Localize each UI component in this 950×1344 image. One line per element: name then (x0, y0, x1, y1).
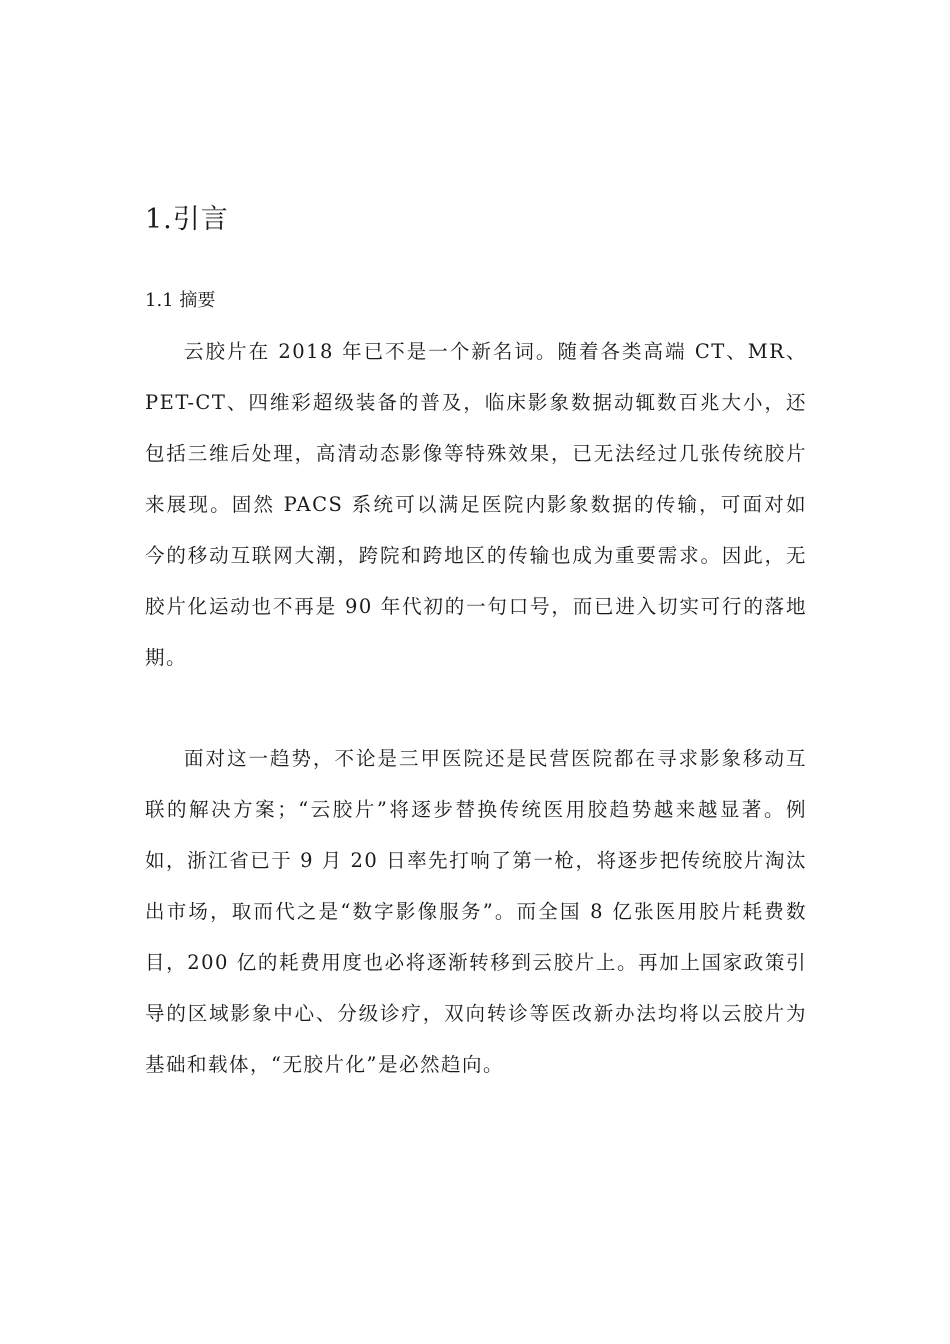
subsection-heading: 1.1 摘要 (145, 290, 216, 311)
document-body (145, 198, 807, 1090)
section-heading: 1.引言 (145, 204, 229, 235)
abstract-paragraph-1: 云胶片在 2018 年已不是一个新名词。随着各类高端 CT、MR、PET-CT、四维彩超级装备的普及，临床影象数据动辄数百兆大小，还包括三维后处理，高清动态影像等特殊效果，已无法经过几张传统胶片来展现。固然 PACS 系统可以满足医院内影象数据的传输，可面对如今的移动互联网大潮，跨院和跨地区的传输也成为重要需求。因此，无胶片化运动也不再是 90 年代初的一句口号，而已进入切实可行的落地期。 (145, 340, 807, 669)
abstract-paragraph-2: 面对这一趋势，不论是三甲医院还是民营医院都在寻求影象移动互联的解决方案；“云胶片”将逐步替换传统医用胶趋势越来越显著。例如，浙江省已于 9 月 20 日率先打响了第一枪，将逐步把传统胶片淘汰出市场，取而代之是“数字影像服务”。而全国 8 亿张医用胶片耗费数目，200 亿的耗费用度也必将逐渐转移到云胶片上。再加上国家政策引导的区域影象中心、分级诊疗，双向转诊等医改新办法均将以云胶片为基础和载体，“无胶片化”是必然趋向。 (145, 747, 807, 1076)
